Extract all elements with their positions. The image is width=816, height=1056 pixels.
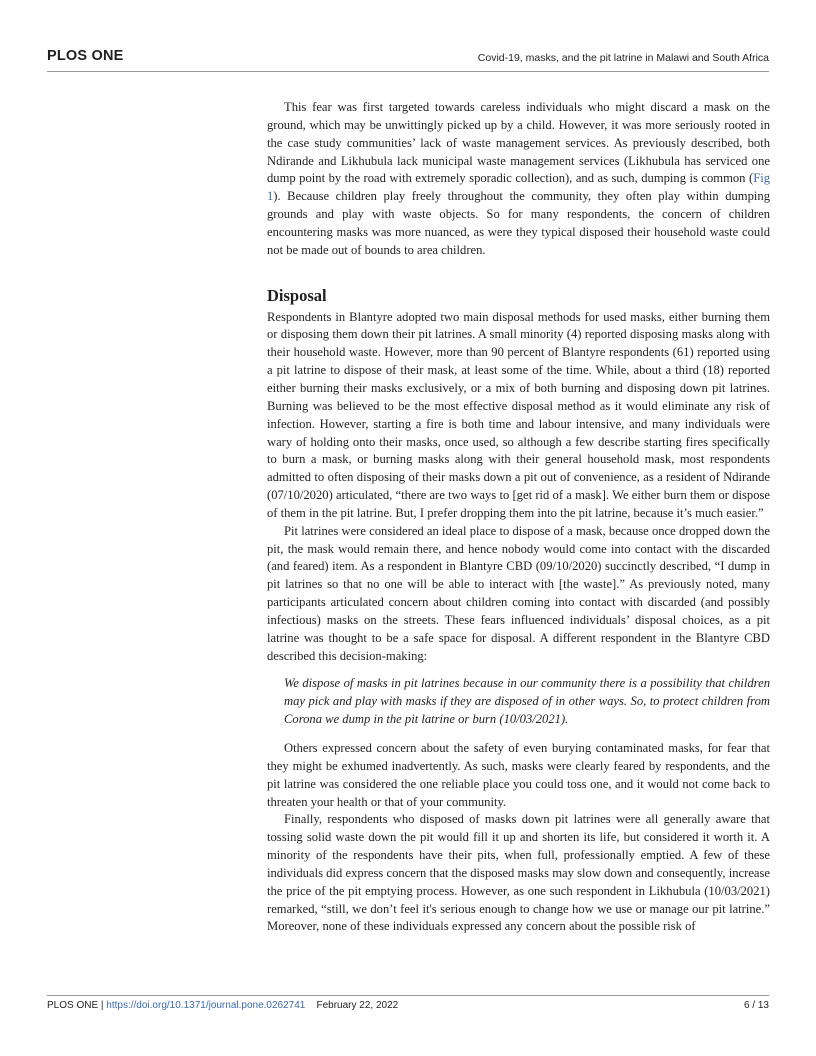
paragraph-fear-children bbox=[267, 99, 770, 260]
footer-citation bbox=[47, 1000, 398, 1011]
publication-date: February 22, 2022 bbox=[316, 1000, 399, 1011]
page-number: 6 / 13 bbox=[743, 1000, 769, 1011]
paragraph-disposal-methods: Respondents in Blantyre adopted two main disposal methods for used masks, either burning them or disposing them down their pit latrines. A small minority (4) reported disposing masks along with their household waste. However, more than 90 percent of Blantyre respondents (61) reported using a pit latrine to dispose of their mask, at least some of the time. While, about a third (18) reported either burning their masks exclusively, or a mix of both burning and disposing down pit latrines. Burning was believed to be the most effective disposal method as it would eliminate any risk of infection. However, starting a fire is both time and labour intensive, and many individuals were wary of holding onto their masks, once used, so although a few describe starting fires specifically to burn a mask, or burning masks along with their general household mask, most respondents admitted to often disposing of their masks down a pit out of convenience, as a resident of Ndirande (07/10/2020) articulated, “there are two ways to [get rid of a mask]. We either burn them or dispose of them in the pit latrine. But, I prefer dropping them into the pit latrine, because it’s much easier.” bbox=[267, 309, 770, 520]
footer-divider bbox=[47, 995, 769, 996]
block-quote: We dispose of masks in pit latrines because in our community there is a possibility that children may pick and play with masks if they are disposed of in other ways. So, to protect children from Corona we dump in the pit latrine or burn (10/03/2021). bbox=[284, 676, 770, 727]
doi-link[interactable]: https://doi.org/10.1371/journal.pone.0262741 bbox=[106, 1000, 306, 1011]
footer-journal: PLOS ONE bbox=[47, 1000, 99, 1011]
header-divider bbox=[47, 71, 769, 72]
running-title: Covid-19, masks, and the pit latrine in Malawi and South Africa bbox=[477, 52, 769, 64]
page-footer bbox=[47, 1000, 769, 1016]
article-body bbox=[267, 99, 770, 936]
journal-name: PLOS ONE bbox=[47, 48, 124, 64]
paragraph-text: ). Because children play freely throughout the community, they often play within dumping grounds and play with waste objects. So for many respondents, the concern of children encountering masks was more nuanced, as were they typical disposed their household waste could not be made out of bounds to area children. bbox=[267, 189, 770, 257]
paragraph-text: This fear was first targeted towards careless individuals who might discard a mask on the ground, which may be unwittingly picked up by a child. However, it was more seriously rooted in the case study communities’ lack of waste management services. As previously described, both Ndirande and Likhubula lack municipal waste management services (Likhubula has serviced one dump point by the road with extremely sporadic collection), and as such, dumping is common ( bbox=[267, 100, 770, 186]
figure-link[interactable]: Fig 1 bbox=[267, 171, 770, 204]
paragraph-pit-latrine-ideal: Pit latrines were considered an ideal place to dispose of a mask, because once dropped down the pit, the mask would remain there, and hence nobody would come into contact with the discarded (and feared) item. As a respondent in Blantyre CBD (09/10/2020) succinctly described, “I dump in pit latrines so that no one will be able to interact with [the waste].” As previously noted, many participants articulated concern about children coming into contact with discarded (and possibly infectious) masks on the streets. These fears influenced individuals’ disposal choices, as a pit latrine was thought to be a safe space for disposal. A different respondent in the Blantyre CBD described this decision-making: bbox=[267, 523, 770, 663]
paragraph-burying-concern: Others expressed concern about the safety of even burying contaminated masks, for fear that they might be exhumed inadvertently. As such, masks were clearly feared by respondents, and the pit latrine was considered the one reliable place you could toss one, and it would not come back to threaten your health or that of your community. bbox=[267, 741, 770, 809]
paragraph-pit-fill-awareness: Finally, respondents who disposed of masks down pit latrines were all generally aware that tossing solid waste down the pit would fill it up and shorten its life, but considered it worth it. A minority of the respondents have their pits, when full, professionally emptied. A few of these individuals did express concern that the disposed masks may slow down and consequently, increase the price of the pit emptying process. However, as one such respondent in Likhubula (10/03/2021) remarked, “still, we don’t feel it's serious enough to change how we use or manage our pit latrine.” Moreover, none of these individuals expressed any concern about the possible risk of bbox=[267, 812, 770, 934]
footer-separator: | bbox=[98, 1000, 107, 1011]
page-header bbox=[47, 44, 769, 70]
section-heading-disposal: Disposal bbox=[267, 285, 327, 305]
